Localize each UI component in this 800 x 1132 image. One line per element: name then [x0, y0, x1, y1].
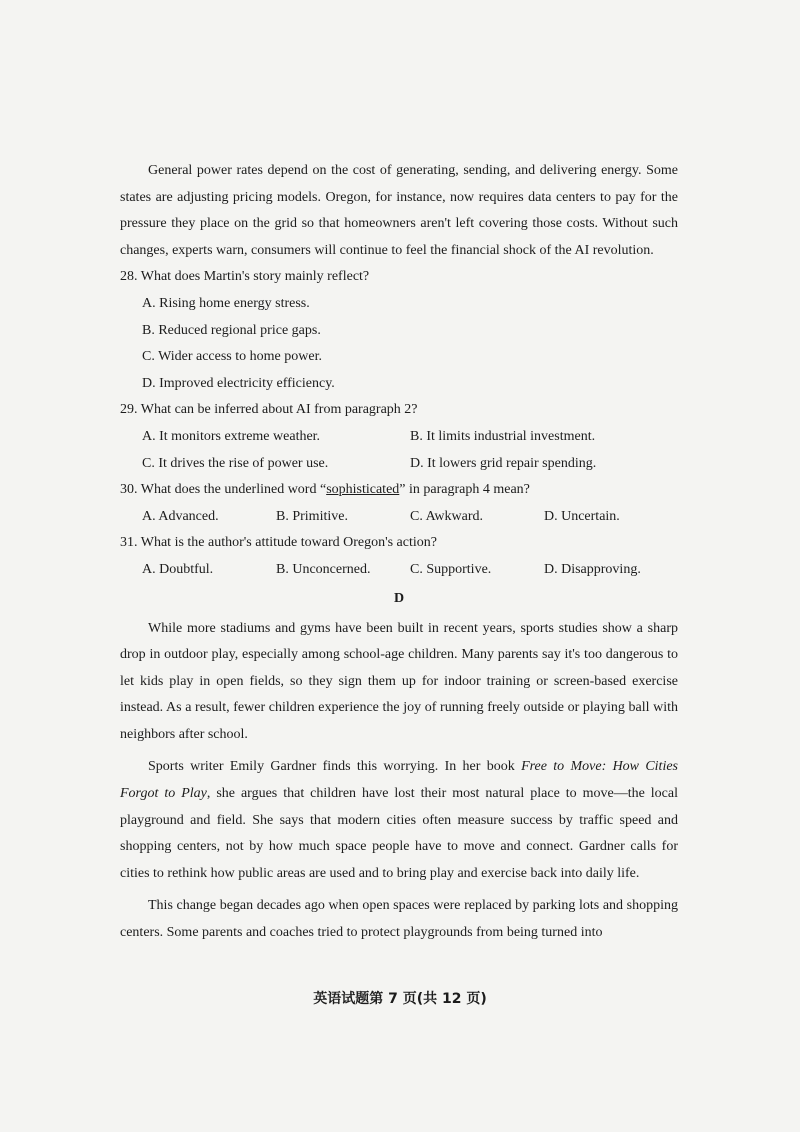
- option-a: A. Doubtful.: [142, 561, 214, 577]
- page-footer: 英语试题第 7 页(共 12 页): [313, 991, 487, 1007]
- option-b: B. It limits industrial investment.: [410, 428, 596, 444]
- option-d: D. It lowers grid repair spending.: [410, 455, 597, 471]
- option-a: A. Rising home energy stress.: [142, 295, 310, 311]
- question-28: [120, 264, 678, 397]
- paragraph-text: , she argues that children have lost their most natural place to move—the local playground and field. She says that modern cities often measure success by traffic speed and shopping centers, not by how much space people have to move and connect. Gardner calls for cities to rethink how public areas are used and to bring play and exercise back into daily life.: [120, 786, 678, 881]
- question-stem: 31. What is the author's attitude toward Oregon's action?: [120, 535, 437, 551]
- passage-c-final-paragraph: General power rates depend on the cost of generating, sending, and delivering energy. Some states are adjusting pricing models. Oregon, for instance, now requires data centers to pay for the pressure they place on the grid so that homeowners aren't left covering those costs. Without such changes, experts warn, consumers will continue to feel the financial shock of the AI revolution.: [120, 163, 678, 258]
- question-stem: [120, 477, 678, 504]
- option-a: A. It monitors extreme weather.: [142, 428, 321, 444]
- passage-d-paragraph-1: While more stadiums and gyms have been built in recent years, sports studies show a sharp drop in outdoor play, especially among school-age children. Many parents say it's too dangerous to let kids play in open fields, so they sign them up for indoor training or screen-based exercise instead. As a result, fewer children experience the joy of running freely outside or playing ball with neighbors after school.: [120, 620, 678, 742]
- section-heading: D: [393, 590, 405, 606]
- question-31: [120, 530, 678, 583]
- paragraph-text: Sports writer Emily Gardner finds this worrying. In her book: [148, 759, 522, 775]
- passage-d-paragraph-2: [120, 754, 678, 887]
- option-row: [120, 451, 678, 478]
- stem-prefix: 30. What does the underlined word “: [120, 482, 327, 498]
- option-row: [120, 557, 678, 584]
- option-row: [120, 424, 678, 451]
- option-c: C. Wider access to home power.: [142, 349, 322, 365]
- option-a: A. Advanced.: [142, 508, 219, 524]
- book-title: Free to Move: How Cities Forgot to Play: [120, 759, 678, 802]
- option-d: D. Uncertain.: [544, 508, 620, 524]
- option-b: B. Reduced regional price gaps.: [142, 322, 321, 338]
- question-stem: 29. What can be inferred about AI from paragraph 2?: [120, 402, 418, 418]
- option-c: C. Awkward.: [410, 508, 483, 524]
- option-d: D. Disapproving.: [544, 561, 641, 577]
- question-stem: 28. What does Martin's story mainly reflect?: [120, 269, 370, 285]
- option-c: C. It drives the rise of power use.: [142, 455, 329, 471]
- option-b: B. Unconcerned.: [276, 561, 371, 577]
- option-d: D. Improved electricity efficiency.: [142, 375, 335, 391]
- stem-suffix: ” in paragraph 4 mean?: [399, 482, 530, 498]
- passage-d-paragraph-3: This change began decades ago when open spaces were replaced by parking lots and shopping centers. Some parents and coaches tried to protect playgrounds from being turned into: [120, 898, 678, 941]
- underlined-word: sophisticated: [326, 482, 400, 498]
- question-30: [120, 477, 678, 530]
- option-c: C. Supportive.: [410, 561, 492, 577]
- option-row: [120, 504, 678, 531]
- question-29: [120, 397, 678, 477]
- page-content: [120, 158, 678, 947]
- option-b: B. Primitive.: [276, 508, 348, 524]
